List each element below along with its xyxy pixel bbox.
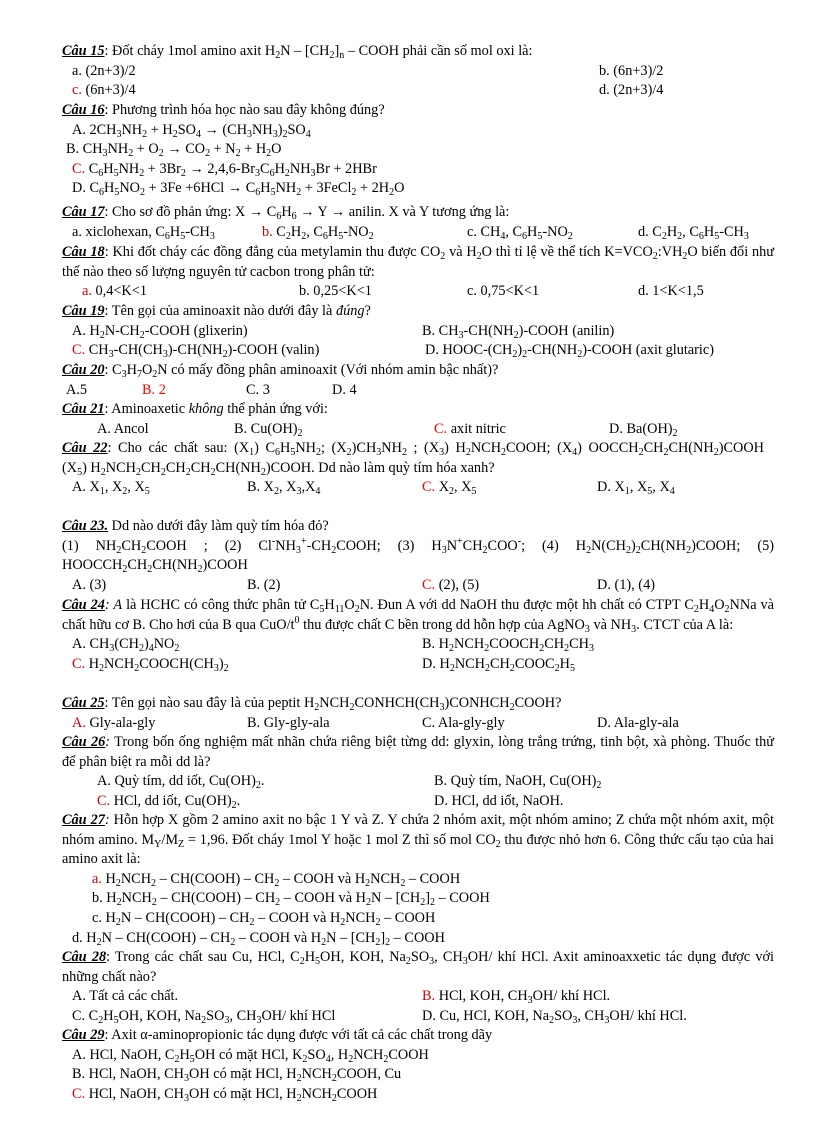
option-c[interactable]: C. HCl, NaOH, $CH_3OH$ có mặt HCl, $H_2NCH_2COOH$ bbox=[72, 1085, 378, 1104]
option-b[interactable]: b. 0,25<K<1 bbox=[299, 283, 372, 300]
question-stem: : Aminoaxetic không thể phản ứng với: bbox=[104, 401, 328, 417]
option-d[interactable]: D. HCl, dd iốt, NaOH. bbox=[434, 792, 564, 809]
question-25 bbox=[62, 694, 774, 733]
option-a[interactable]: a. xiclohexan, $C_6H_5-CH_3$ bbox=[72, 223, 215, 242]
question-15 bbox=[62, 42, 774, 101]
question-label: Câu 19 bbox=[62, 303, 105, 319]
question-stem-cont: (1) $NH_2CH_2COOH$ ; (2) $Cl^-NH_3^+-CH_2COOH$; (3) $H_3N^+CH_2COO^-$; (4) $H_2N(CH_2)_2CH(NH_2)COOH$; (5) $HOOCCH_2CH_2CH(NH_2)COOH$ bbox=[62, 535, 774, 576]
option-c[interactable]: c. (6n+3)/4 bbox=[72, 82, 136, 99]
option-a[interactable]: A. Quỳ tím, dd iốt, $Cu(OH)_2$. bbox=[97, 773, 265, 792]
option-b[interactable]: B. Gly-gly-ala bbox=[247, 714, 330, 731]
question-label: Câu 20 bbox=[62, 362, 105, 378]
option-a[interactable]: A. HCl, NaOH, $C_2H_5OH$ có mặt HCl, $K_2SO_4$, $H_2NCH_2COOH$ bbox=[72, 1046, 429, 1065]
option-c[interactable]: C. (2), (5) bbox=[422, 576, 480, 593]
question-17 bbox=[62, 203, 774, 242]
option-d[interactable]: d. $C_2H_2$, $C_6H_5-CH_3$ bbox=[638, 223, 749, 242]
option-b[interactable]: b. $C_2H_2$, $C_6H_5-NO_2$ bbox=[262, 223, 374, 242]
question-26 bbox=[62, 733, 774, 811]
option-a[interactable]: A.5 bbox=[66, 381, 88, 398]
option-d[interactable]: d. 1<K<1,5 bbox=[638, 283, 704, 300]
option-b[interactable]: b. (6n+3)/2 bbox=[599, 62, 664, 79]
question-stem: : Tên gọi của aminoaxit nào dưới đây là đúng? bbox=[104, 303, 371, 319]
option-d[interactable]: D. Ala-gly-ala bbox=[597, 714, 679, 731]
question-stem: : Cho sơ đồ phản ứng: $X \to C_6H_6 \to Y$ → anilin. X và Y tương ứng là: bbox=[104, 204, 510, 222]
question-28 bbox=[62, 948, 774, 1026]
option-a[interactable]: A. Gly-ala-gly bbox=[72, 714, 156, 731]
option-c[interactable]: c. 0,75<K<1 bbox=[467, 283, 540, 300]
option-c[interactable]: C. $X_2$, $X_5$ bbox=[422, 479, 477, 498]
question-18 bbox=[62, 243, 774, 302]
option-a[interactable]: A. (3) bbox=[72, 576, 107, 593]
question-stem: Câu 22: Cho các chất sau: $(X_1)$ $C_6H_5NH_2$; $(X_2)CH_3NH_2$ ; $(X_3)$ $H_2NCH_2COOH$; $(X_4)$ $OOCCH_2CH_2CH(NH_2)COOH$ bbox=[62, 440, 764, 458]
option-c[interactable]: C. axit nitric bbox=[434, 420, 506, 437]
question-label: Câu 21 bbox=[62, 401, 105, 417]
option-b[interactable]: B. Quỳ tím, NaOH, $Cu(OH)_2$ bbox=[434, 773, 602, 792]
option-d[interactable]: D. (1), (4) bbox=[597, 576, 655, 593]
question-label: Câu 25 bbox=[62, 695, 105, 711]
option-c[interactable]: C. 3 bbox=[246, 381, 270, 398]
question-16 bbox=[62, 101, 774, 199]
option-d[interactable]: d. $H_2N$ – CH(COOH) – $CH_2$ – COOH và $H_2N - [CH_2]_2$ – COOH bbox=[72, 929, 445, 948]
option-d[interactable]: D. 4 bbox=[332, 381, 357, 398]
question-label: Câu 17 bbox=[62, 204, 105, 220]
question-stem: Dd nào dưới đây làm quỳ tím hóa đỏ? bbox=[108, 518, 329, 534]
option-b[interactable]: B. HCl, NaOH, $CH_3OH$ có mặt HCl, $H_2NCH_2COOH$, Cu bbox=[72, 1066, 402, 1085]
option-b[interactable]: b. $H_2NCH_2$ – CH(COOH) – $CH_2$ – COOH và $H_2N - [CH_2]_2$ – COOH bbox=[92, 890, 490, 909]
question-23 bbox=[62, 517, 774, 595]
option-a[interactable]: A. Ancol bbox=[97, 420, 149, 437]
question-stem: : Đốt cháy 1mol amino axit $H_2N - [CH_2]_n$ – COOH phải cần số mol oxi là: bbox=[104, 43, 533, 61]
option-d[interactable]: D. $C_6H_5NO_2 + 3Fe +6HCl \to C_6H_5NH_2$ + 3FeCl$_2$ + $2H_2O$ bbox=[72, 180, 405, 199]
option-b[interactable]: B. 2 bbox=[142, 381, 166, 398]
option-c[interactable]: C. $C_6H_5NH_2 + 3Br_2 \to 2,4,6-Br_3C_6H_2NH_3Br + 2HBr$ bbox=[72, 160, 377, 179]
option-b[interactable]: B. $X_2$, $X_3,X_4$ bbox=[247, 479, 321, 498]
option-a[interactable]: A. $2CH_3NH_2 + H_2SO_4 \to (CH_3NH_3)_2SO_4$ bbox=[72, 121, 311, 140]
option-a[interactable]: A. Tất cả các chất. bbox=[72, 988, 179, 1005]
option-c[interactable]: C. $C_2H_5OH$, KOH, $Na_2SO_3$, $CH_3OH/$ khí HCl bbox=[72, 1007, 336, 1026]
option-d[interactable]: D. $Ba(OH)_2$ bbox=[609, 420, 678, 439]
option-c[interactable]: C. $CH_3-CH(CH_3)-CH(NH_2)$-COOH (valin) bbox=[72, 342, 320, 361]
option-a[interactable]: A. $H_2N-CH_2$-COOH (glixerin) bbox=[72, 322, 248, 341]
option-a[interactable]: a. 0,4<K<1 bbox=[82, 283, 147, 300]
option-a[interactable]: A. $CH_3(CH_2)_4NO_2$ bbox=[72, 636, 180, 655]
option-c[interactable]: C. $H_2NCH_2COOCH(CH_3)_2$ bbox=[72, 655, 229, 674]
option-c[interactable]: c. $H_2N$ – CH(COOH) – $CH_2$ – COOH và $H_2NCH_2$ – COOH bbox=[92, 909, 436, 928]
option-a[interactable]: a. $H_2NCH_2$ – CH(COOH) – $CH_2$ – COOH và $H_2NCH_2$ – COOH bbox=[92, 870, 461, 889]
option-c[interactable]: C. Ala-gly-gly bbox=[422, 714, 505, 731]
question-27 bbox=[62, 811, 774, 948]
option-c[interactable]: c. $CH_4$, $C_6H_5-NO_2$ bbox=[467, 223, 573, 242]
question-stem: : Axit α-aminopropionic tác dụng được với tất cả các chất trong dãy bbox=[104, 1027, 493, 1043]
question-label: Câu 23. bbox=[62, 518, 109, 534]
option-b[interactable]: B. (2) bbox=[247, 576, 281, 593]
option-b[interactable]: B. $CH_3NH_2 + O_2 \to CO_2 + N_2 + H_2O$ bbox=[66, 141, 282, 160]
option-b[interactable]: B. $CH_3-CH(NH_2)$-COOH (anilin) bbox=[422, 322, 615, 341]
option-d[interactable]: D. $H_2NCH_2CH_2COOC_2H_5$ bbox=[422, 655, 575, 674]
option-a[interactable]: A. $X_1$, $X_2$, $X_5$ bbox=[72, 479, 150, 498]
question-stem: Câu 28: Trong các chất sau Cu, HCl, $C_2H_5OH$, KOH, $Na_2SO_3$, $CH_3OH/$ khí HCl. Axit aminoaxxetic tác dụng được với những chất nào? bbox=[62, 949, 774, 985]
question-stem: Câu 26: Trong bốn ống nghiệm mất nhãn chứa riêng biệt từng dd: glyxin, lòng trắng trứng, tinh bột, xà phòng. Thuốc thử để phân biệt ra mỗi dd là? bbox=[62, 734, 774, 770]
question-label: Câu 16 bbox=[62, 102, 105, 118]
question-stem: : Phương trình hóa học nào sau đây không đúng? bbox=[104, 102, 385, 118]
question-22 bbox=[62, 439, 774, 498]
option-b[interactable]: B. HCl, KOH, $CH_3OH/$ khí HCl. bbox=[422, 988, 611, 1007]
question-19 bbox=[62, 302, 774, 361]
question-stem-cont: $(X_5)$ $H_2NCH_2CH_2CH_2CH_2CH(NH_2)COOH$. Dd nào làm quỳ tím hóa xanh? bbox=[62, 459, 495, 478]
question-21 bbox=[62, 400, 774, 439]
option-d[interactable]: D. Cu, HCl, KOH, $Na_2SO_3$, $CH_3OH/$ khí HCl. bbox=[422, 1007, 687, 1026]
question-stem: Câu 18: Khi đốt cháy các đồng đẳng của metylamin thu được $CO_2$ và $H_2O$ thì tỉ lệ về thể tích $K=VCO_2:VH_2O$ biến đổi như thế nào theo số lượng nguyên tử cacbon trong phân tử: bbox=[62, 244, 774, 280]
question-24 bbox=[62, 596, 774, 674]
question-stem: : Tên gọi nào sau đây là của peptit $H_2NCH_2CONHCH(CH_3)CONHCH_2COOH$? bbox=[104, 695, 562, 713]
option-c[interactable]: C. HCl, dd iốt, $Cu(OH)_2$. bbox=[97, 792, 241, 811]
option-a[interactable]: a. (2n+3)/2 bbox=[72, 62, 136, 79]
option-d[interactable]: D. $X_1$, $X_5$, $X_4$ bbox=[597, 479, 675, 498]
option-d[interactable]: D. HOOC-$(CH_2)_2-CH(NH_2)$-COOH (axit glutaric) bbox=[425, 342, 714, 361]
question-label: Câu 29 bbox=[62, 1027, 105, 1043]
question-label: Câu 15 bbox=[62, 43, 105, 59]
option-b[interactable]: B. $Cu(OH)_2$ bbox=[234, 420, 303, 439]
question-29 bbox=[62, 1026, 774, 1104]
question-stem: : $C_3H_7O_2N$ có mấy đồng phân aminoaxit (Với nhóm amin bậc nhất)? bbox=[104, 362, 499, 380]
option-b[interactable]: B. $H_2NCH_2COOCH_2CH_2CH_3$ bbox=[422, 636, 594, 655]
question-stem: Câu 27: Hỗn hợp X gồm 2 amino axit no bậc 1 Y và Z. Y chứa 2 nhóm axit, một nhóm amino; Z chứa một nhóm axit, một nhóm amino. $M_Y/M_Z = 1,96$. Đốt cháy 1mol Y hoặc 1 mol Z thì số mol $CO_2$ thu được nhỏ hơn 6. Công thức cấu tạo của hai amino axit là: bbox=[62, 812, 775, 868]
question-stem: Câu 24: A là HCHC có công thức phân tử $C_5H_{11}O_2N$. Đun A với dd NaOH thu được một hh chất có CTPT $C_2H_4O_2NNa$ và chất hữu cơ B. Cho hơi của B qua CuO/$t^0$ thu được chất C bền trong dd hỗn hợp của AgNO$_3$ và $NH_3$. CTCT của A là: bbox=[62, 597, 774, 635]
question-20 bbox=[62, 361, 774, 400]
option-d[interactable]: d. (2n+3)/4 bbox=[599, 82, 664, 99]
